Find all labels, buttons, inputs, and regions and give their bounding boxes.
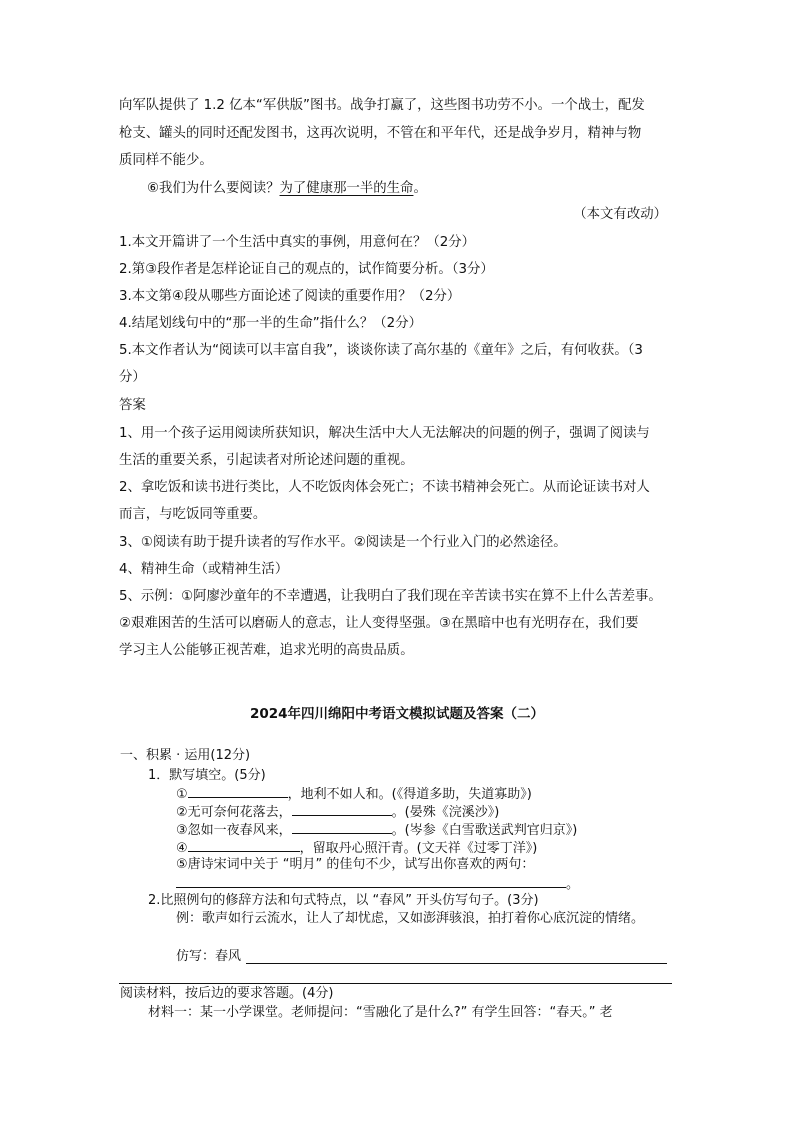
- q1-item-e-answer: 。: [176, 874, 579, 894]
- answer-line: 4、精神生命（或精神生活）: [119, 562, 289, 577]
- fill-blank[interactable]: [188, 784, 288, 798]
- q1-item-d: ④ ，留取丹心照汗青。(文天祥《过零丁洋》): [176, 838, 537, 858]
- write-line[interactable]: [246, 963, 667, 964]
- question-1: 1.本文开篇讲了一个生活中真实的事例，用意何在？（2分）: [119, 235, 476, 250]
- fill-blank[interactable]: [292, 802, 392, 816]
- para6-suffix: 。: [413, 181, 427, 196]
- answer-line: 学习主人公能够正视苦难，追求光明的高贵品质。: [119, 643, 414, 658]
- para6-underlined-sentence: 为了健康那一半的生命: [279, 181, 414, 196]
- q2-write-label: 仿写：春风: [176, 949, 242, 964]
- section-1-heading: 一、积累 · 运用(12分): [120, 748, 251, 763]
- passage-line-3: 质同样不能少。: [119, 153, 213, 168]
- answers-heading: 答案: [119, 398, 146, 413]
- para6-prefix: ⑥我们为什么要阅读？: [147, 181, 280, 196]
- material-1: 材料一：某一小学课堂。老师提问：“雪融化了是什么?” 有学生回答：“春天。” 老: [148, 1005, 613, 1020]
- answer-line: ②艰难困苦的生活可以磨砺人的意志，让人变得坚强。③在黑暗中也有光明存在，我们要: [119, 616, 639, 631]
- passage-line-2: 枪支、罐头的同时还配发图书，这再次说明，不管在和平年代，还是战争岁月，精神与物: [119, 126, 642, 141]
- question-4: 4.结尾划线句中的“那一半的生命”指什么？（2分）: [119, 316, 422, 331]
- write-line[interactable]: [119, 983, 672, 984]
- question-5-cont: 分）: [119, 370, 146, 385]
- passage-paragraph-6: [147, 179, 427, 199]
- fill-blank[interactable]: [188, 838, 300, 852]
- reading-instruction: 阅读材料，按后边的要求答题。(4分): [120, 986, 334, 1001]
- answer-line: 5、示例：①阿廖沙童年的不幸遭遇，让我明白了我们现在辛苦读书实在算不上什么苦差事。: [119, 589, 662, 604]
- answer-line: 而言，与吃饭同等重要。: [119, 507, 267, 522]
- question-3: 3.本文第④段从哪些方面论述了阅读的重要作用？（2分）: [119, 289, 461, 304]
- fill-blank[interactable]: [176, 874, 566, 888]
- q1-item-e: ⑤唐诗宋词中关于 “明月” 的佳句不少，试写出你喜欢的两句：: [176, 857, 535, 872]
- answer-line: 1、用一个孩子运用阅读所获知识，解决生活中大人无法解决的问题的例子，强调了阅读与: [119, 426, 650, 441]
- q2-example: 例：歌声如行云流水，让人了却忧虑，又如澎湃骇浪，拍打着你心底沉淀的情绪。: [176, 911, 645, 926]
- answer-line: 3、①阅读有助于提升读者的写作水平。②阅读是一个行业入门的必然途径。: [119, 535, 567, 550]
- question-5: 5.本文作者认为“阅读可以丰富自我”，谈谈你读了高尔基的《童年》之后，有何收获。（3: [119, 343, 643, 358]
- answer-line: 2、拿吃饭和读书进行类比，人不吃饭肉体会死亡；不读书精神会死亡。从而论证读书对人: [119, 480, 650, 495]
- q1-item-c: ③忽如一夜春风来， 。(岑参《白雪歌送武判官归京》): [176, 820, 577, 840]
- q1-title: 1．默写填空。(5分): [148, 768, 266, 783]
- exam-title: 2024年四川绵阳中考语文模拟试题及答案（二）: [249, 706, 545, 722]
- q2-title: 2.比照例句的修辞方法和句式特点，以 “春风” 开头仿写句子。(3分): [148, 893, 539, 908]
- source-note: （本文有改动）: [573, 207, 667, 222]
- question-2: 2.第③段作者是怎样论证自己的观点的，试作简要分析。（3分）: [119, 262, 494, 277]
- answer-line: 生活的重要关系，引起读者对所论述问题的重视。: [119, 453, 414, 468]
- q1-item-b: ②无可奈何花落去， 。(晏殊《浣溪沙》): [176, 802, 499, 822]
- q1-item-a: ① ，地利不如人和。(《得道多助，失道寡助》): [176, 784, 532, 804]
- fill-blank[interactable]: [292, 820, 392, 834]
- passage-line-1: 向军队提供了 1.2 亿本“军供版”图书。战争打赢了，这些图书功劳不小。一个战士，配发: [119, 98, 645, 113]
